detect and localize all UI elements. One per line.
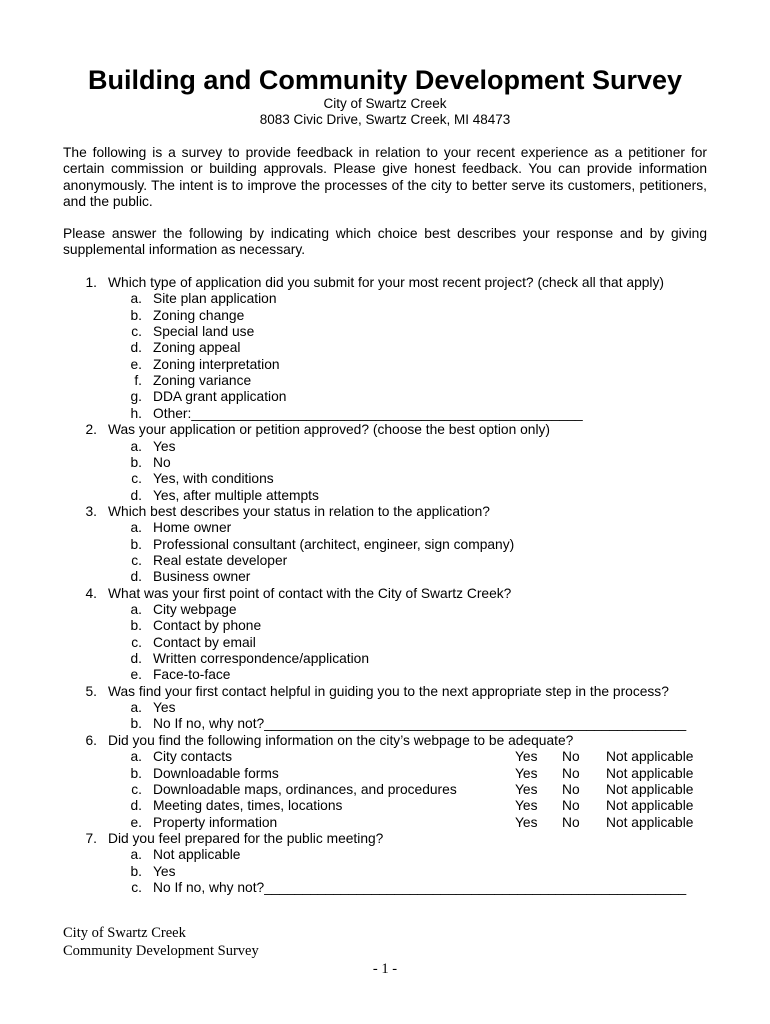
answer-option	[0, 439, 770, 455]
option-text: Site plan application	[153, 291, 277, 307]
option-letter: c.	[131, 552, 142, 568]
option-text: Contact by email	[153, 634, 256, 650]
answer-option	[0, 520, 770, 536]
choice-yes: Yes	[515, 765, 538, 781]
option-letter: d.	[130, 569, 142, 585]
choice-not-applicable: Not applicable	[606, 765, 694, 781]
choice-not-applicable: Not applicable	[606, 814, 694, 830]
city-name: City of Swartz Creek	[323, 96, 447, 111]
option-letter: c.	[131, 634, 142, 650]
answer-option	[0, 815, 770, 831]
option-letter: c.	[131, 879, 142, 895]
instructions-paragraph: Please answer the following by indicating which choice best describes your response and by giving supplemental information as necessary.	[63, 226, 707, 258]
option-text: Yes, after multiple attempts	[153, 487, 319, 503]
option-letter: a.	[130, 602, 142, 617]
question-text: What was your first point of contact with the City of Swartz Creek?	[108, 585, 512, 601]
answer-option	[0, 651, 770, 667]
question-number: 7.	[85, 830, 97, 846]
option-text: No	[153, 454, 171, 470]
option-text: Special land use	[153, 324, 255, 340]
answer-option	[0, 455, 770, 471]
option-letter: a.	[130, 700, 142, 716]
choice-not-applicable: Not applicable	[606, 749, 694, 765]
page-title: Building and Community Development Survey	[87, 65, 683, 95]
answer-option	[0, 766, 770, 782]
option-text: Zoning variance	[153, 373, 252, 389]
option-letter: g.	[130, 389, 142, 405]
choice-yes: Yes	[515, 798, 538, 814]
answer-option	[0, 553, 770, 569]
answer-option	[0, 864, 770, 880]
choice-not-applicable: Not applicable	[606, 781, 694, 797]
option-text: No If no, why not?_______________________________________________________	[153, 716, 687, 732]
option-text: Zoning change	[153, 307, 245, 323]
choice-yes: Yes	[515, 814, 538, 830]
question-number: 2.	[85, 422, 97, 438]
option-letter: c.	[131, 324, 142, 340]
option-text: Contact by phone	[153, 618, 262, 634]
option-text: Professional consultant (architect, engineer, sign company)	[153, 536, 515, 552]
option-letter: d.	[130, 487, 142, 503]
question-number: 6.	[85, 732, 97, 748]
option-text: Yes, with conditions	[153, 471, 274, 487]
option-letter: a.	[130, 520, 142, 536]
answer-option	[0, 569, 770, 585]
option-text: Face-to-face	[153, 667, 231, 683]
option-text: City webpage	[153, 602, 237, 617]
option-letter: b.	[130, 716, 142, 732]
answer-option	[0, 488, 770, 504]
option-text: Home owner	[153, 520, 232, 536]
option-text: DDA grant application	[153, 389, 287, 405]
option-text: Downloadable forms	[153, 765, 279, 781]
footer-survey-name: Community Development Survey	[63, 943, 259, 959]
intro-paragraph: The following is a survey to provide feedback in relation to your recent experience as a petitioner for certain commission or building approvals. Please give honest feedback. You can provide information anonymously. The intent is to improve the processes of the city to better serve its customers, petitioners, and the public.	[63, 145, 707, 210]
choice-no: No	[562, 765, 580, 781]
option-text: Other:___________________________________________________	[153, 405, 583, 421]
question-text: Was find your first contact helpful in guiding you to the next appropriate step in the process?	[108, 683, 669, 699]
answer-option	[0, 700, 770, 716]
question-text: Which type of application did you submit for your most recent project? (check all that apply)	[108, 275, 664, 290]
option-text: Real estate developer	[153, 552, 288, 568]
option-letter: d.	[130, 798, 142, 814]
option-letter: d.	[130, 651, 142, 667]
question-number: 1.	[85, 275, 97, 290]
choice-not-applicable: Not applicable	[606, 798, 694, 814]
answer-option	[0, 782, 770, 798]
option-letter: b.	[130, 454, 142, 470]
question-text: Did you find the following information on the city’s webpage to be adequate?	[108, 732, 574, 748]
answer-option	[0, 357, 770, 373]
option-letter: h.	[130, 405, 142, 421]
option-letter: b.	[130, 618, 142, 634]
answer-option	[0, 847, 770, 863]
answer-option	[0, 340, 770, 356]
choice-no: No	[562, 749, 580, 765]
answer-option	[0, 798, 770, 814]
page-number: - 1 -	[372, 961, 398, 977]
option-text: No If no, why not?_______________________________________________________	[153, 879, 687, 895]
choice-yes: Yes	[515, 781, 538, 797]
answer-option	[0, 389, 770, 405]
option-text: Not applicable	[153, 847, 241, 863]
option-text: Yes	[153, 438, 176, 454]
answer-option	[0, 406, 770, 422]
option-letter: c.	[131, 781, 142, 797]
option-letter: b.	[130, 536, 142, 552]
option-text: Meeting dates, times, locations	[153, 798, 343, 814]
option-text: Business owner	[153, 569, 251, 585]
option-letter: e.	[130, 667, 142, 683]
question-number: 5.	[85, 683, 97, 699]
option-letter: c.	[131, 471, 142, 487]
option-text: City contacts	[153, 749, 232, 765]
option-letter: b.	[130, 765, 142, 781]
answer-option	[0, 308, 770, 324]
option-text: Zoning interpretation	[153, 356, 280, 372]
question-text: Did you feel prepared for the public meeting?	[108, 830, 384, 846]
choice-no: No	[562, 798, 580, 814]
option-text: Written correspondence/application	[153, 651, 370, 667]
option-letter: e.	[130, 356, 142, 372]
footer-city: City of Swartz Creek	[63, 925, 186, 941]
option-letter: a.	[130, 847, 142, 863]
option-text: Yes	[153, 700, 176, 716]
option-letter: b.	[130, 307, 142, 323]
answer-option	[0, 537, 770, 553]
option-letter: f.	[134, 373, 142, 389]
answer-option	[0, 324, 770, 340]
answer-option	[0, 602, 770, 618]
answer-option	[0, 635, 770, 651]
answer-option	[0, 880, 770, 896]
question-text: Was your application or petition approved? (choose the best option only)	[108, 422, 551, 438]
choice-no: No	[562, 781, 580, 797]
question-number: 4.	[85, 585, 97, 601]
answer-option	[0, 749, 770, 765]
option-letter: a.	[130, 438, 142, 454]
answer-option	[0, 667, 770, 683]
option-text: Downloadable maps, ordinances, and procedures	[153, 781, 457, 797]
question-number: 3.	[85, 503, 97, 519]
answer-option	[0, 291, 770, 307]
option-letter: e.	[130, 814, 142, 830]
answer-option	[0, 471, 770, 487]
answer-option	[0, 716, 770, 732]
city-address: 8083 Civic Drive, Swartz Creek, MI 48473	[259, 112, 511, 127]
choice-yes: Yes	[515, 749, 538, 765]
answer-option	[0, 618, 770, 634]
answer-option	[0, 373, 770, 389]
option-letter: b.	[130, 863, 142, 879]
option-text: Property information	[153, 814, 278, 830]
option-text: Zoning appeal	[153, 340, 241, 356]
question-text: Which best describes your status in relation to the application?	[108, 503, 490, 519]
option-text: Yes	[153, 863, 176, 879]
choice-no: No	[562, 814, 580, 830]
option-letter: a.	[130, 749, 142, 765]
option-letter: a.	[130, 291, 142, 307]
option-letter: d.	[130, 340, 142, 356]
